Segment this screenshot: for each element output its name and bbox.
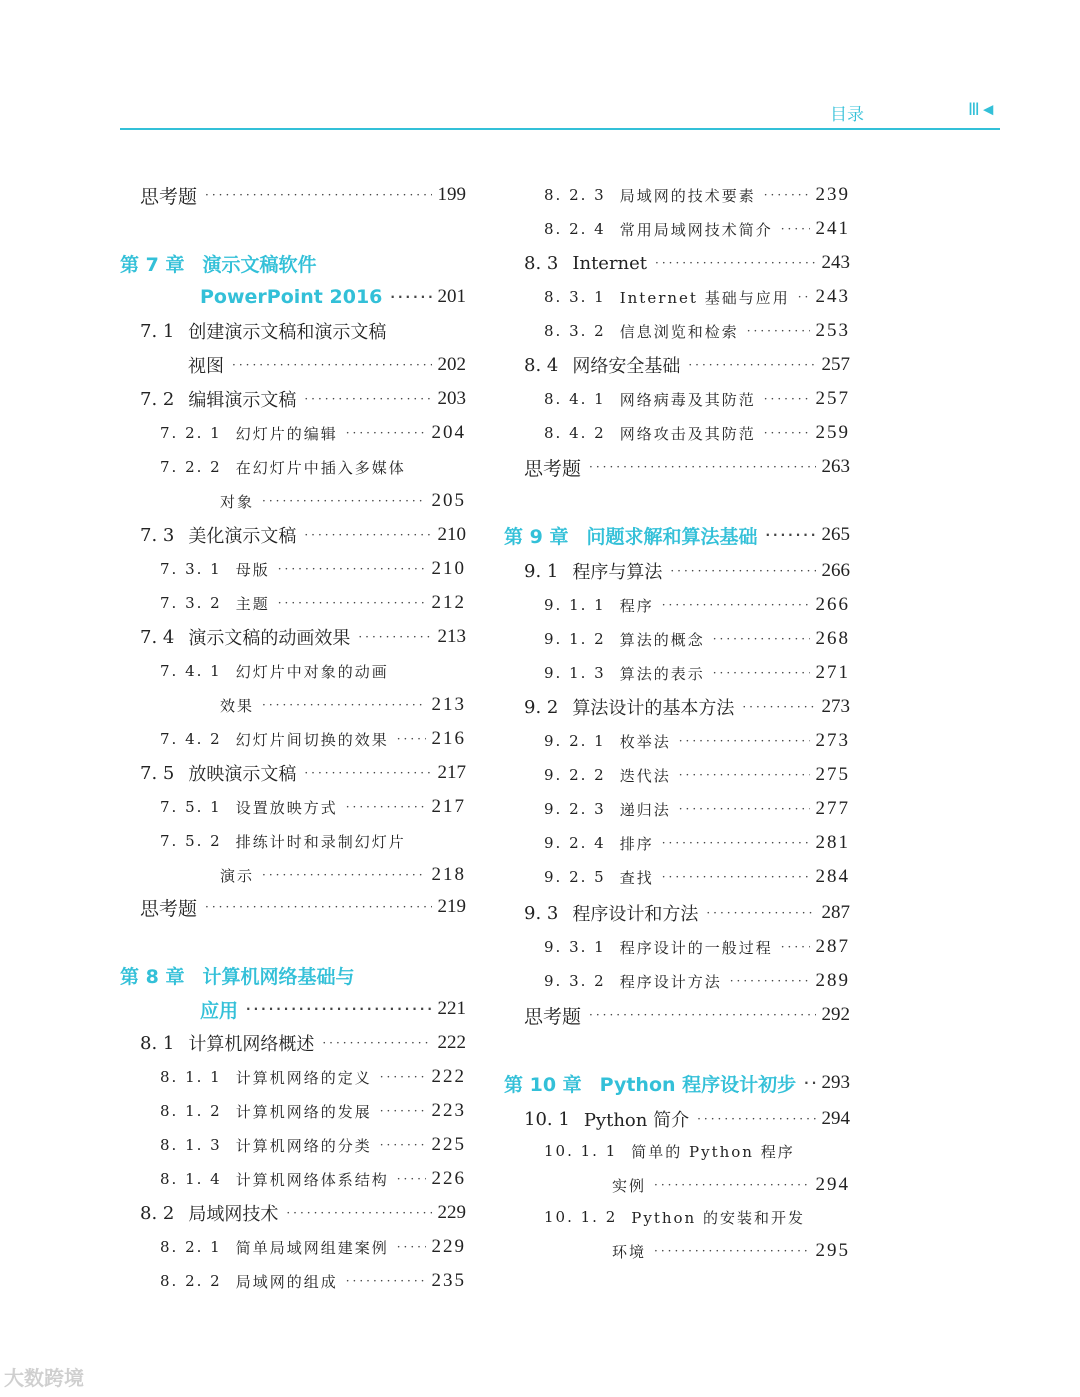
toc-entry-number: 9. 2. 4 (544, 834, 606, 852)
toc-entry[interactable] (140, 1028, 466, 1058)
toc-entry-title: Python 的安装和开发 (631, 1208, 805, 1227)
toc-entry-title: 计算机网络概述 (188, 1034, 315, 1055)
toc-entry[interactable] (544, 1202, 850, 1232)
dot-leader (358, 630, 431, 644)
toc-entry[interactable] (160, 1232, 466, 1262)
toc-entry-title: 美化演示文稿 (188, 526, 297, 547)
dot-leader (679, 734, 810, 748)
dot-leader (713, 632, 810, 646)
toc-entry-page: 265 (821, 524, 850, 545)
toc-chapter-entry[interactable] (200, 282, 466, 312)
toc-entry-title: 递归法 (619, 800, 671, 819)
toc-entry-number: 9. 3. 2 (544, 972, 606, 990)
toc-entry-page: 289 (815, 970, 850, 991)
toc-entry-number: 第 8 章 (120, 965, 185, 988)
toc-entry-title: 应用 (200, 999, 239, 1022)
dot-leader (697, 1112, 815, 1126)
toc-entry-title: 思考题 (524, 1005, 582, 1028)
dot-leader (286, 1206, 431, 1220)
toc-entry-title: PowerPoint 2016 (200, 286, 383, 308)
dot-leader (781, 940, 810, 954)
dot-leader (654, 1244, 809, 1258)
toc-entry[interactable] (544, 418, 850, 448)
toc-entry-number: 9. 1. 2 (544, 630, 606, 648)
toc-entry[interactable] (524, 692, 850, 722)
toc-entry-title: 视图 (188, 356, 224, 377)
toc-entry-title: 排练计时和录制幻灯片 (235, 832, 406, 851)
toc-entry-page: 294 (815, 1174, 850, 1195)
toc-entry-page: 202 (437, 354, 466, 375)
toc-entry-page: 199 (437, 184, 466, 205)
dot-leader (322, 1036, 431, 1050)
toc-entry-page: 294 (821, 1108, 850, 1129)
toc-entry[interactable] (544, 384, 850, 414)
toc-entry-number: 9. 1. 3 (544, 664, 606, 682)
dot-leader (380, 1104, 426, 1118)
toc-entry-page: 225 (431, 1134, 466, 1155)
toc-entry-number: 7. 2 (140, 388, 175, 410)
toc-entry[interactable] (160, 554, 466, 584)
toc-entry-number: 8. 4 (524, 354, 559, 376)
toc-entry-page: 229 (437, 1202, 466, 1223)
dot-leader (397, 1240, 426, 1254)
toc-entry[interactable] (160, 1130, 466, 1160)
toc-entry-number: 7. 5. 1 (160, 798, 222, 816)
toc-entry-number: 7. 4 (140, 626, 175, 648)
toc-entry-page: 226 (431, 1168, 466, 1189)
toc-entry-title: 算法设计的基本方法 (572, 698, 735, 719)
toc-entry-page: 287 (821, 902, 850, 923)
toc-entry[interactable] (612, 1236, 850, 1266)
toc-entry-number: 7. 5 (140, 762, 175, 784)
dot-leader (706, 906, 815, 920)
header-rule (120, 128, 1000, 130)
toc-entry-page: 243 (815, 286, 850, 307)
dot-leader (262, 494, 425, 508)
toc-entry-page: 218 (431, 864, 466, 885)
dot-leader (397, 1172, 426, 1186)
dot-leader (662, 870, 810, 884)
toc-entry-number: 7. 4. 1 (160, 662, 222, 680)
toc-entry[interactable] (524, 898, 850, 928)
toc-entry-number: 8. 2. 1 (160, 1238, 222, 1256)
toc-entry-title: Python 简介 (583, 1110, 690, 1131)
toc-entry-page: 263 (821, 456, 850, 477)
toc-entry-title: Python 程序设计初步 (599, 1073, 797, 1096)
toc-entry[interactable] (140, 892, 466, 922)
toc-entry[interactable] (524, 1104, 850, 1134)
toc-entry[interactable] (160, 1266, 466, 1296)
toc-entry-title: 幻灯片间切换的效果 (235, 730, 389, 749)
toc-entry-page: 253 (815, 320, 850, 341)
toc-entry[interactable] (524, 248, 850, 278)
toc-entry-number: 10. 1. 2 (544, 1208, 618, 1226)
toc-entry-number: 7. 2. 1 (160, 424, 222, 442)
toc-entry-page: 204 (431, 422, 466, 443)
toc-entry[interactable] (160, 1096, 466, 1126)
toc-entry-title: 演示 (220, 866, 255, 885)
toc-entry[interactable] (544, 590, 850, 620)
toc-entry-number: 8. 2. 4 (544, 220, 606, 238)
toc-chapter-entry[interactable] (504, 1068, 850, 1098)
toc-entry[interactable] (544, 1136, 850, 1166)
toc-entry-page: 203 (437, 388, 466, 409)
toc-entry[interactable] (160, 588, 466, 618)
toc-entry-page: 266 (821, 560, 850, 581)
toc-entry-title: 算法的表示 (619, 664, 705, 683)
toc-entry[interactable] (140, 384, 466, 414)
toc-entry-title: 算法的概念 (619, 630, 705, 649)
toc-entry[interactable] (140, 1198, 466, 1228)
toc-entry-page: 293 (821, 1072, 850, 1093)
toc-entry-number: 9. 3. 1 (544, 938, 606, 956)
toc-entry-title: 演示文稿软件 (202, 253, 317, 276)
toc-entry-number: 8. 3. 2 (544, 322, 606, 340)
toc-entry[interactable] (544, 932, 850, 962)
toc-entry[interactable] (220, 690, 466, 720)
toc-entry-title: 程序设计的一般过程 (619, 938, 773, 957)
toc-entry-number: 9. 1. 1 (544, 596, 606, 614)
toc-entry-page: 201 (437, 286, 466, 307)
toc-entry-page: 243 (821, 252, 850, 273)
dot-leader (262, 868, 425, 882)
toc-entry[interactable] (544, 794, 850, 824)
dot-leader (397, 732, 426, 746)
dot-leader (205, 188, 431, 202)
dot-leader (380, 1070, 426, 1084)
toc-entry-title: Internet 基础与应用 (619, 288, 790, 307)
toc-entry-page: 284 (815, 866, 850, 887)
toc-entry[interactable] (544, 180, 850, 210)
toc-entry-number: 8. 3 (524, 252, 559, 274)
toc-entry-page: 222 (431, 1066, 466, 1087)
toc-entry-number: 9. 2. 2 (544, 766, 606, 784)
toc-entry-page: 222 (437, 1032, 466, 1053)
toc-entry-page: 213 (431, 694, 466, 715)
toc-entry-page: 281 (815, 832, 850, 853)
toc-entry[interactable] (160, 418, 466, 448)
toc-entry-title: 局域网的组成 (235, 1272, 338, 1291)
toc-entry-number: 第 7 章 (120, 253, 185, 276)
toc-entry[interactable] (524, 350, 850, 380)
toc-entry-number: 7. 5. 2 (160, 832, 222, 850)
dot-leader (346, 426, 426, 440)
toc-entry[interactable] (544, 316, 850, 346)
toc-entry-title: 常用局域网技术简介 (619, 220, 773, 239)
toc-entry[interactable] (140, 622, 466, 652)
toc-entry-number: 8. 2. 3 (544, 186, 606, 204)
toc-entry-number: 8. 1 (140, 1032, 175, 1054)
toc-chapter-entry[interactable] (120, 960, 466, 990)
toc-entry-title: 幻灯片中对象的动画 (235, 662, 389, 681)
toc-entry-page: 277 (815, 798, 850, 819)
dot-leader (262, 698, 425, 712)
toc-entry[interactable] (544, 726, 850, 756)
toc-entry-number: 8. 2 (140, 1202, 175, 1224)
dot-leader (589, 1008, 815, 1022)
toc-entry[interactable] (544, 658, 850, 688)
toc-entry[interactable] (544, 862, 850, 892)
toc-entry-title: 对象 (220, 492, 255, 511)
toc-entry[interactable] (544, 966, 850, 996)
dot-leader (764, 188, 810, 202)
toc-entry-title: 排序 (619, 834, 654, 853)
toc-entry[interactable] (140, 316, 466, 346)
toc-entry-page: 273 (815, 730, 850, 751)
toc-entry[interactable] (140, 520, 466, 550)
running-header-page-number: Ⅲ◄ (968, 100, 997, 119)
toc-entry-title: 思考题 (140, 185, 198, 208)
toc-entry-title: 网络病毒及其防范 (619, 390, 756, 409)
dot-leader (304, 766, 431, 780)
toc-entry-page: 273 (821, 696, 850, 717)
toc-entry-title: 计算机网络体系结构 (235, 1170, 389, 1189)
dot-leader (679, 768, 810, 782)
toc-entry-title: 演示文稿的动画效果 (188, 628, 351, 649)
dot-leader (205, 900, 431, 914)
toc-entry[interactable] (524, 556, 850, 586)
dot-leader (278, 596, 426, 610)
toc-entry-title: 放映演示文稿 (188, 764, 297, 785)
toc-entry-title: 枚举法 (619, 732, 671, 751)
toc-entry-number: 8. 1. 3 (160, 1136, 222, 1154)
toc-entry-page: 235 (431, 1270, 466, 1291)
toc-entry-number: 8. 4. 1 (544, 390, 606, 408)
toc-entry-title: 局域网的技术要素 (619, 186, 756, 205)
toc-chapter-entry[interactable] (120, 248, 466, 278)
toc-entry-page: 212 (431, 592, 466, 613)
toc-entry-title: 计算机网络基础与 (202, 965, 355, 988)
toc-entry[interactable] (544, 828, 850, 858)
toc-entry-page: 239 (815, 184, 850, 205)
dot-leader (346, 1274, 426, 1288)
toc-entry[interactable] (612, 1170, 850, 1200)
toc-entry-page: 217 (431, 796, 466, 817)
toc-entry-number: 8. 4. 2 (544, 424, 606, 442)
dot-leader (670, 564, 815, 578)
toc-entry-page: 259 (815, 422, 850, 443)
toc-entry-page: 295 (815, 1240, 850, 1261)
toc-entry-number: 8. 1. 4 (160, 1170, 222, 1188)
toc-chapter-entry[interactable] (504, 520, 850, 550)
toc-entry[interactable] (188, 350, 466, 380)
toc-entry-page: 257 (821, 354, 850, 375)
toc-entry[interactable] (160, 1164, 466, 1194)
dot-leader (246, 1002, 431, 1016)
toc-entry-title: Internet (572, 252, 648, 274)
toc-entry-page: 287 (815, 936, 850, 957)
dot-leader (764, 426, 810, 440)
dot-leader (764, 392, 810, 406)
toc-entry-title: 信息浏览和检索 (619, 322, 739, 341)
dot-leader (232, 358, 432, 372)
toc-entry-page: 257 (815, 388, 850, 409)
toc-entry-page: 217 (437, 762, 466, 783)
toc-entry-title: 计算机网络的分类 (235, 1136, 372, 1155)
dot-leader (765, 528, 815, 542)
toc-entry-page: 223 (431, 1100, 466, 1121)
toc-entry[interactable] (160, 826, 466, 856)
toc-entry-page: 219 (437, 896, 466, 917)
toc-entry[interactable] (160, 792, 466, 822)
toc-entry-page: 210 (437, 524, 466, 545)
toc-entry[interactable] (544, 282, 850, 312)
toc-entry-page: 221 (437, 998, 466, 1019)
dot-leader (781, 222, 810, 236)
toc-entry-number: 7. 2. 2 (160, 458, 222, 476)
toc-entry[interactable] (160, 1062, 466, 1092)
toc-entry-title: 效果 (220, 696, 255, 715)
toc-entry-number: 9. 3 (524, 902, 559, 924)
toc-entry-page: 216 (431, 728, 466, 749)
toc-entry-page: 213 (437, 626, 466, 647)
toc-entry-number: 9. 2. 1 (544, 732, 606, 750)
dot-leader (380, 1138, 426, 1152)
toc-entry-number: 9. 1 (524, 560, 559, 582)
toc-entry-number: 7. 3 (140, 524, 175, 546)
dot-leader (742, 700, 815, 714)
toc-entry[interactable] (524, 452, 850, 482)
dot-leader (346, 800, 426, 814)
toc-entry-title: 主题 (235, 594, 270, 613)
dot-leader (589, 460, 815, 474)
toc-entry-title: 在幻灯片中插入多媒体 (235, 458, 406, 477)
toc-entry-number: 7. 1 (140, 320, 175, 342)
toc-entry-title: 程序设计方法 (619, 972, 722, 991)
toc-entry-number: 7. 3. 1 (160, 560, 222, 578)
toc-entry-page: 266 (815, 594, 850, 615)
toc-entry-number: 7. 3. 2 (160, 594, 222, 612)
toc-entry-number: 8. 2. 2 (160, 1272, 222, 1290)
toc-chapter-entry[interactable] (200, 994, 466, 1024)
toc-entry[interactable] (220, 486, 466, 516)
toc-entry-page: 229 (431, 1236, 466, 1257)
dot-leader (278, 562, 426, 576)
dot-leader (730, 974, 810, 988)
toc-entry[interactable] (544, 214, 850, 244)
watermark-logo: 大数跨境 (4, 1366, 84, 1390)
toc-entry-title: 网络安全基础 (572, 356, 681, 377)
toc-entry-number: 8. 1. 1 (160, 1068, 222, 1086)
dot-leader (747, 324, 810, 338)
toc-entry-number: 第 10 章 (504, 1073, 582, 1096)
toc-entry[interactable] (160, 724, 466, 754)
toc-entry-number: 9. 2 (524, 696, 559, 718)
toc-entry-title: 程序设计和方法 (572, 904, 699, 925)
toc-entry-page: 205 (431, 490, 466, 511)
toc-entry-title: 局域网技术 (188, 1204, 279, 1225)
toc-entry-title: 环境 (612, 1242, 647, 1261)
toc-entry-page: 275 (815, 764, 850, 785)
toc-entry-number: 10. 1. 1 (544, 1142, 618, 1160)
toc-entry-number: 9. 2. 3 (544, 800, 606, 818)
toc-entry-title: 程序与算法 (572, 562, 663, 583)
dot-leader (654, 1178, 809, 1192)
running-header-title: 目录 (830, 105, 864, 125)
toc-entry-title: 问题求解和算法基础 (586, 525, 758, 548)
dot-leader (390, 290, 431, 304)
dot-leader (798, 290, 810, 304)
toc-entry-title: 编辑演示文稿 (188, 390, 297, 411)
toc-entry-title: 幻灯片的编辑 (235, 424, 338, 443)
dot-leader (662, 598, 810, 612)
toc-entry-title: 迭代法 (619, 766, 671, 785)
toc-entry[interactable] (220, 860, 466, 890)
toc-entry-title: 思考题 (524, 457, 582, 480)
toc-entry-page: 271 (815, 662, 850, 683)
dot-leader (679, 802, 810, 816)
toc-entry-number: 8. 1. 2 (160, 1102, 222, 1120)
toc-entry-number: 9. 2. 5 (544, 868, 606, 886)
toc-entry[interactable] (140, 180, 466, 210)
toc-entry[interactable] (160, 656, 466, 686)
toc-entry[interactable] (160, 452, 466, 482)
toc-entry-page: 241 (815, 218, 850, 239)
toc-entry-number: 7. 4. 2 (160, 730, 222, 748)
toc-entry-number: 10. 1 (524, 1108, 570, 1130)
toc-entry-page: 210 (431, 558, 466, 579)
dot-leader (662, 836, 810, 850)
dot-leader (304, 392, 431, 406)
dot-leader (804, 1076, 815, 1090)
dot-leader (655, 256, 815, 270)
toc-entry-title: 实例 (612, 1176, 647, 1195)
dot-leader (304, 528, 431, 542)
toc-entry[interactable] (544, 760, 850, 790)
toc-entry-title: 设置放映方式 (235, 798, 338, 817)
dot-leader (688, 358, 815, 372)
toc-entry[interactable] (140, 758, 466, 788)
toc-entry-title: 母版 (235, 560, 270, 579)
toc-entry-title: 查找 (619, 868, 654, 887)
toc-entry-page: 268 (815, 628, 850, 649)
toc-entry-title: 计算机网络的定义 (235, 1068, 372, 1087)
dot-leader (713, 666, 810, 680)
toc-entry-title: 程序 (619, 596, 654, 615)
toc-entry-title: 简单的 Python 程序 (631, 1142, 795, 1161)
toc-entry-title: 思考题 (140, 897, 198, 920)
toc-entry-title: 简单局域网组建案例 (235, 1238, 389, 1257)
toc-entry-page: 292 (821, 1004, 850, 1025)
toc-entry-number: 第 9 章 (504, 525, 569, 548)
toc-entry[interactable] (524, 1000, 850, 1030)
toc-entry-title: 创建演示文稿和演示文稿 (188, 322, 387, 343)
toc-entry-title: 网络攻击及其防范 (619, 424, 756, 443)
toc-entry[interactable] (544, 624, 850, 654)
toc-entry-number: 8. 3. 1 (544, 288, 606, 306)
toc-entry-title: 计算机网络的发展 (235, 1102, 372, 1121)
